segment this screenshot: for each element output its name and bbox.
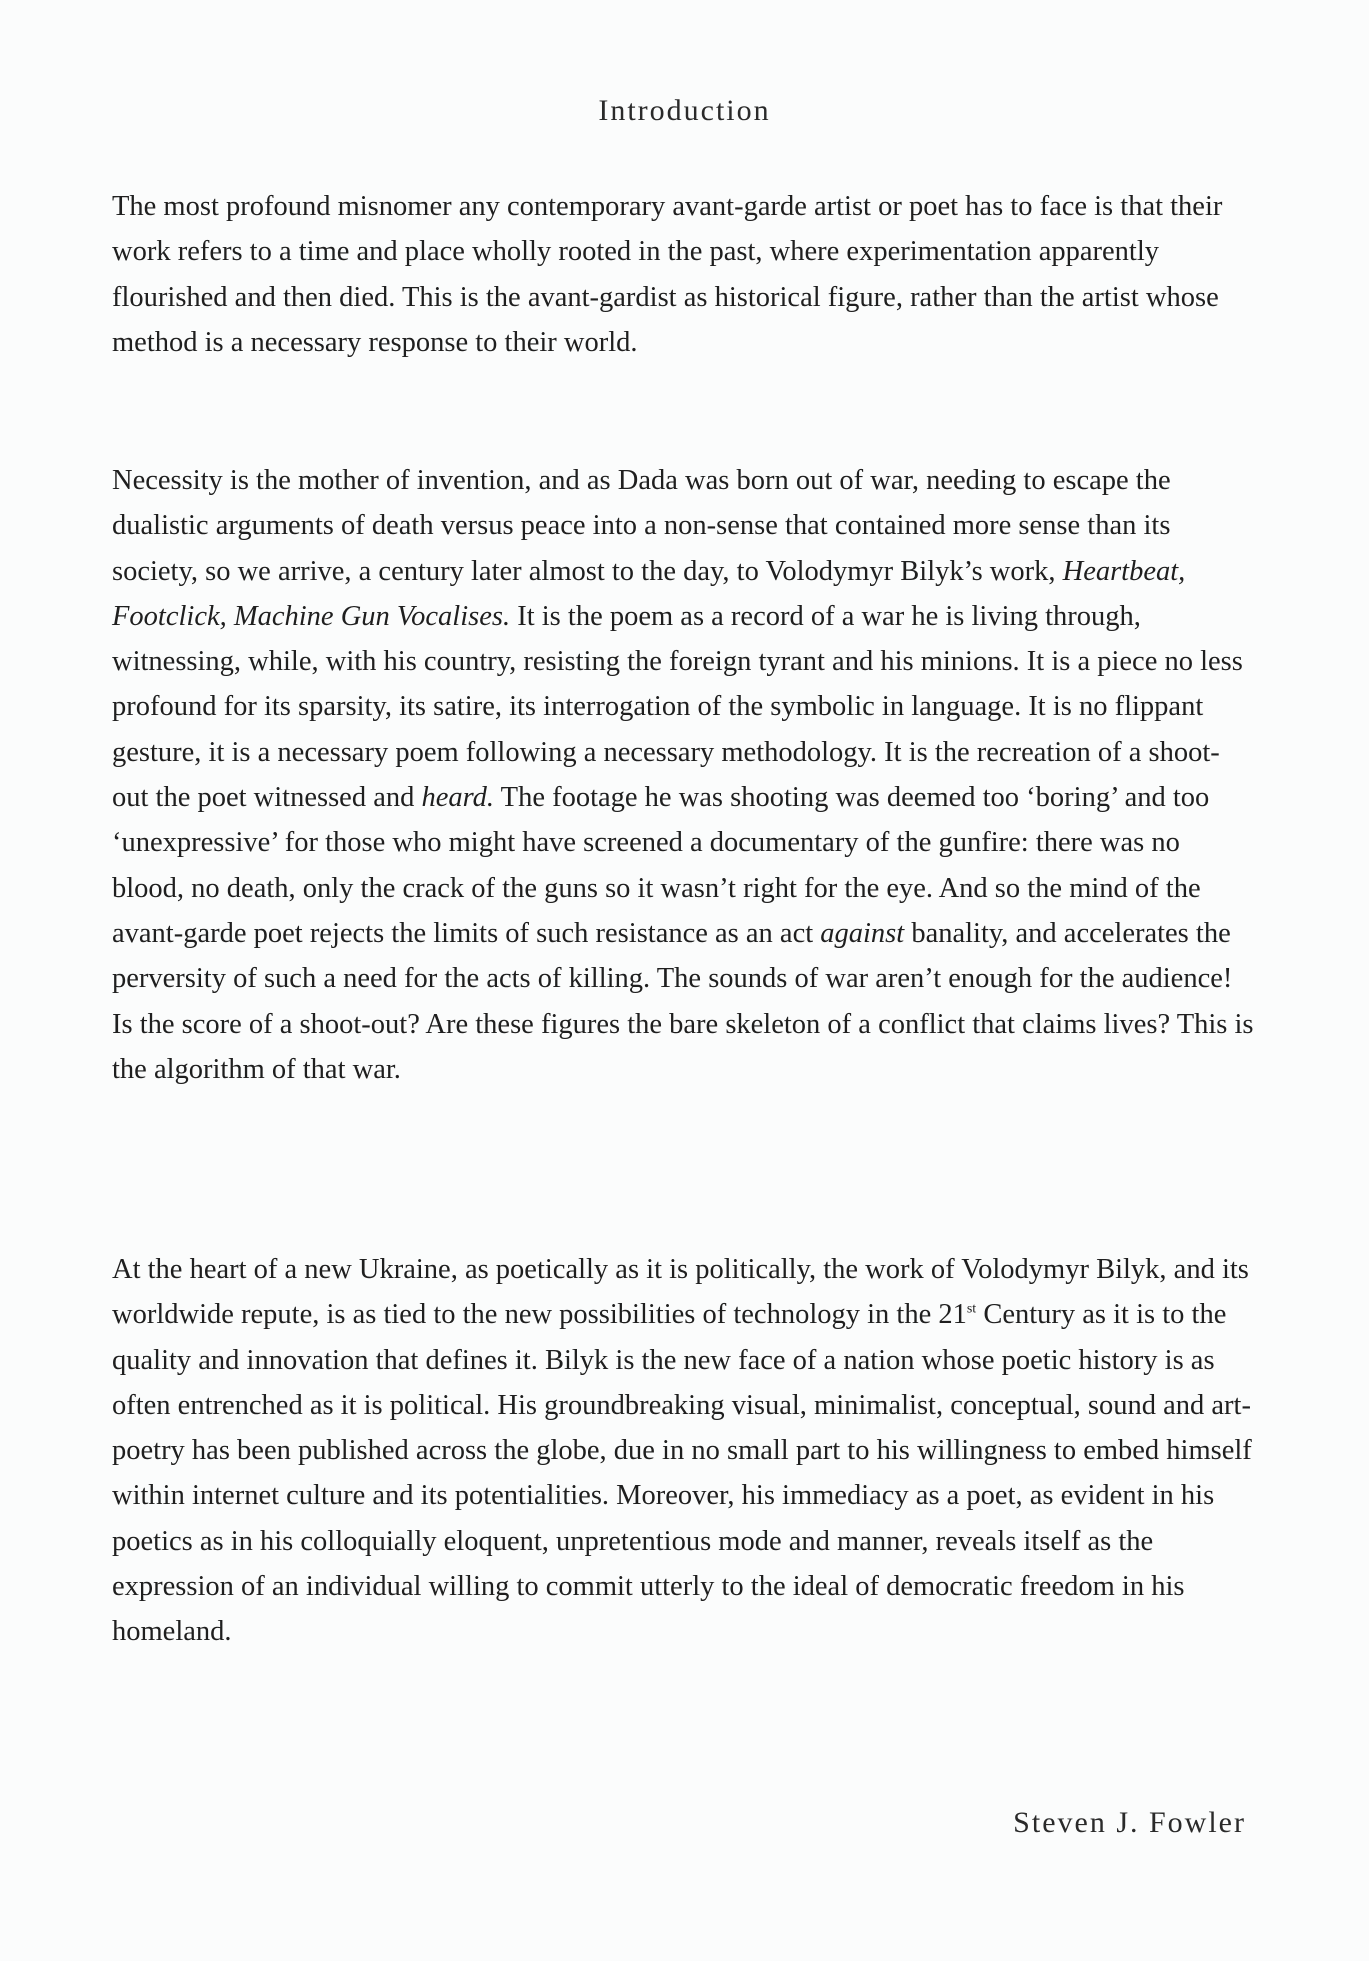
- paragraph-2-text-2: It is the poem as a record of a war he is living through, witnessing, while, with his country, resisting the foreign tyrant and his minions. It is a piece no less profound for its sparsity, its satire, its interrogation of the symbolic in language. It is no flippant gesture, it is a necessary poem following a necessary methodology. It is the recreation of a shoot-out the poet witnessed and: [112, 600, 1243, 814]
- paragraph-3: [112, 1247, 1254, 1655]
- paragraph-2-text-4: banality, and accelerates the perversity of such a need for the acts of killing. The sounds of war aren’t enough for the audience! Is the score of a shoot-out? Are these figures the bare skeleton of a conflict that claims lives? This is the algorithm of that war.: [112, 917, 1254, 1085]
- paragraph-3-text-1: At the heart of a new Ukraine, as poetically as it is politically, the work of Volodymyr Bilyk, and its worldwide repute, is as tied to the new possibilities of technology in the 21: [112, 1254, 1249, 1331]
- against-emphasis: against: [820, 917, 905, 949]
- paragraph-2: [112, 458, 1254, 1092]
- heard-emphasis: heard.: [421, 782, 495, 814]
- paragraph-2-text-3: The footage he was shooting was deemed too ‘boring’ and too ‘unexpressive’ for those who might have screened a documentary of the gunfire: there was no blood, no death, only the crack of the guns so it wasn’t right for the eye. And so the mind of the avant-garde poet rejects the limits of such resistance as an act: [112, 782, 1210, 949]
- work-title: Heartbeat, Footclick, Machine Gun Vocalises.: [112, 555, 1186, 632]
- author-signature: Steven J. Fowler: [1013, 1806, 1246, 1839]
- paragraph-2-text-1: Necessity is the mother of invention, and as Dada was born out of war, needing to escape the dualistic arguments of death versus peace into a non-sense that contained more sense than its society, so we arrive, a century later almost to the day, to Volodymyr Bilyk’s work,: [112, 465, 1171, 587]
- paragraph-1: The most profound misnomer any contemporary avant-garde artist or poet has to face is that their work refers to a time and place wholly rooted in the past, where experimentation apparently flourished and then died. This is the avant-gardist as historical figure, rather than the artist whose method is a necessary response to their world.: [112, 191, 1223, 358]
- paragraph-3-text-2: Century as it is to the quality and innovation that defines it. Bilyk is the new face of a nation whose poetic history is as often entrenched as it is political. His groundbreaking visual, minimalist, conceptual, sound and art-poetry has been published across the globe, due in no small part to his willingness to embed himself within internet culture and its potentialities. Moreover, his immediacy as a poet, as evident in his poetics as in his colloquially eloquent, unpretentious mode and manner, reveals itself as the expression of an individual willing to commit utterly to the ideal of democratic freedom in his homeland.: [112, 1299, 1252, 1648]
- page-title: Introduction: [598, 94, 771, 127]
- ordinal-suffix: st: [966, 1301, 977, 1317]
